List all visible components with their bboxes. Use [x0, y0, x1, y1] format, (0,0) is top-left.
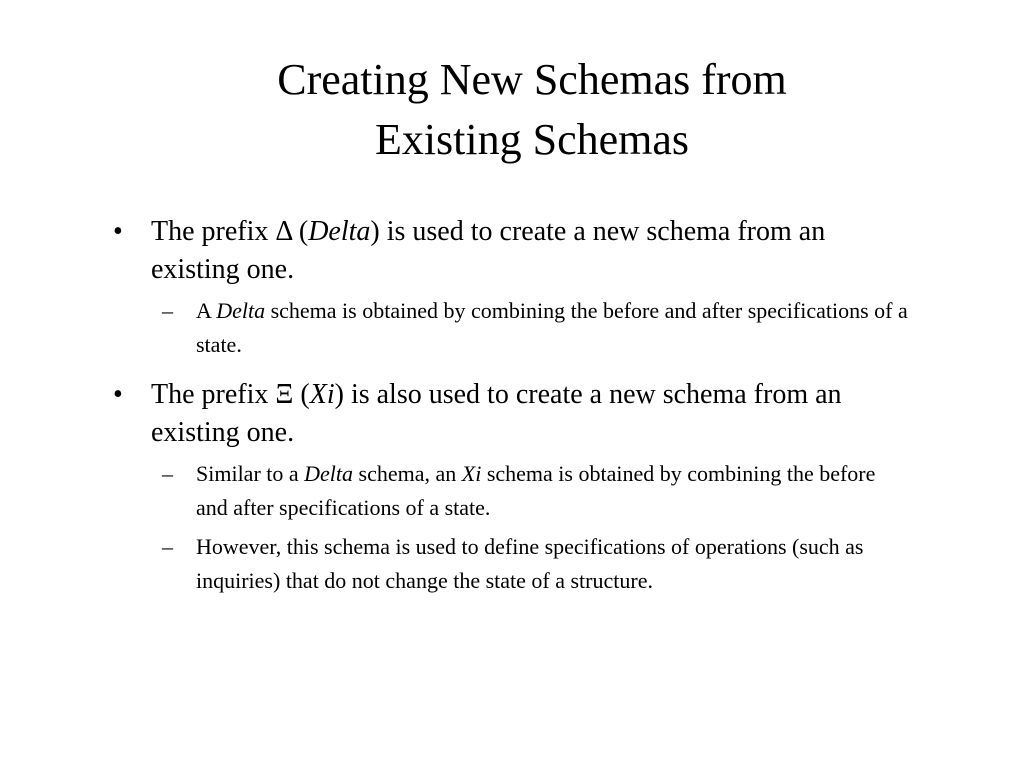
paren-open: ( [293, 379, 310, 410]
bullet-text-post: ) is also used to create a new schema from an existing one. [151, 379, 842, 448]
dash-marker: – [162, 461, 173, 486]
bullet-text-pre: The prefix [151, 379, 276, 410]
bullet-text-post: ) is used to create a new schema from an existing one. [151, 216, 826, 285]
sub-bullet-delta-definition [0, 294, 911, 362]
bullet-delta [0, 213, 891, 289]
bullet-text-pre: The prefix [151, 216, 276, 247]
term-xi: Xi [309, 379, 335, 410]
sub-text-post: schema is obtained by combining the before and after specifications of a state. [196, 461, 876, 520]
delta-symbol: Δ [275, 216, 292, 247]
slide-title [120, 50, 944, 170]
spacer [0, 362, 1024, 376]
term-delta: Delta [308, 216, 371, 247]
bullet-marker: • [113, 216, 123, 247]
sub-bullet-xi-definition [0, 457, 911, 525]
bullet-list [0, 213, 1024, 598]
term-delta: Delta [304, 461, 354, 486]
title-line-2: Existing Schemas [374, 115, 690, 164]
sub-text-pre: A [196, 298, 217, 323]
dash-marker: – [162, 298, 173, 323]
xi-symbol: Ξ [275, 379, 294, 410]
paren-open: ( [291, 216, 309, 247]
sub-text-pre: Similar to a [196, 461, 305, 486]
term-delta: Delta [216, 298, 266, 323]
sub-text-post: schema is obtained by combining the before and after specifications of a state. [196, 298, 908, 357]
dash-marker: – [162, 534, 173, 559]
sub-bullet-xi-usage [0, 530, 911, 598]
sub-text-mid: schema, an [353, 461, 462, 486]
title-line-1: Creating New Schemas from [277, 55, 787, 104]
sub-text: However, this schema is used to define specifications of operations (such as inquiries) that do not change the state of a structure. [196, 534, 864, 593]
bullet-xi [0, 376, 891, 452]
term-xi: Xi [461, 461, 482, 486]
bullet-marker: • [113, 379, 123, 410]
